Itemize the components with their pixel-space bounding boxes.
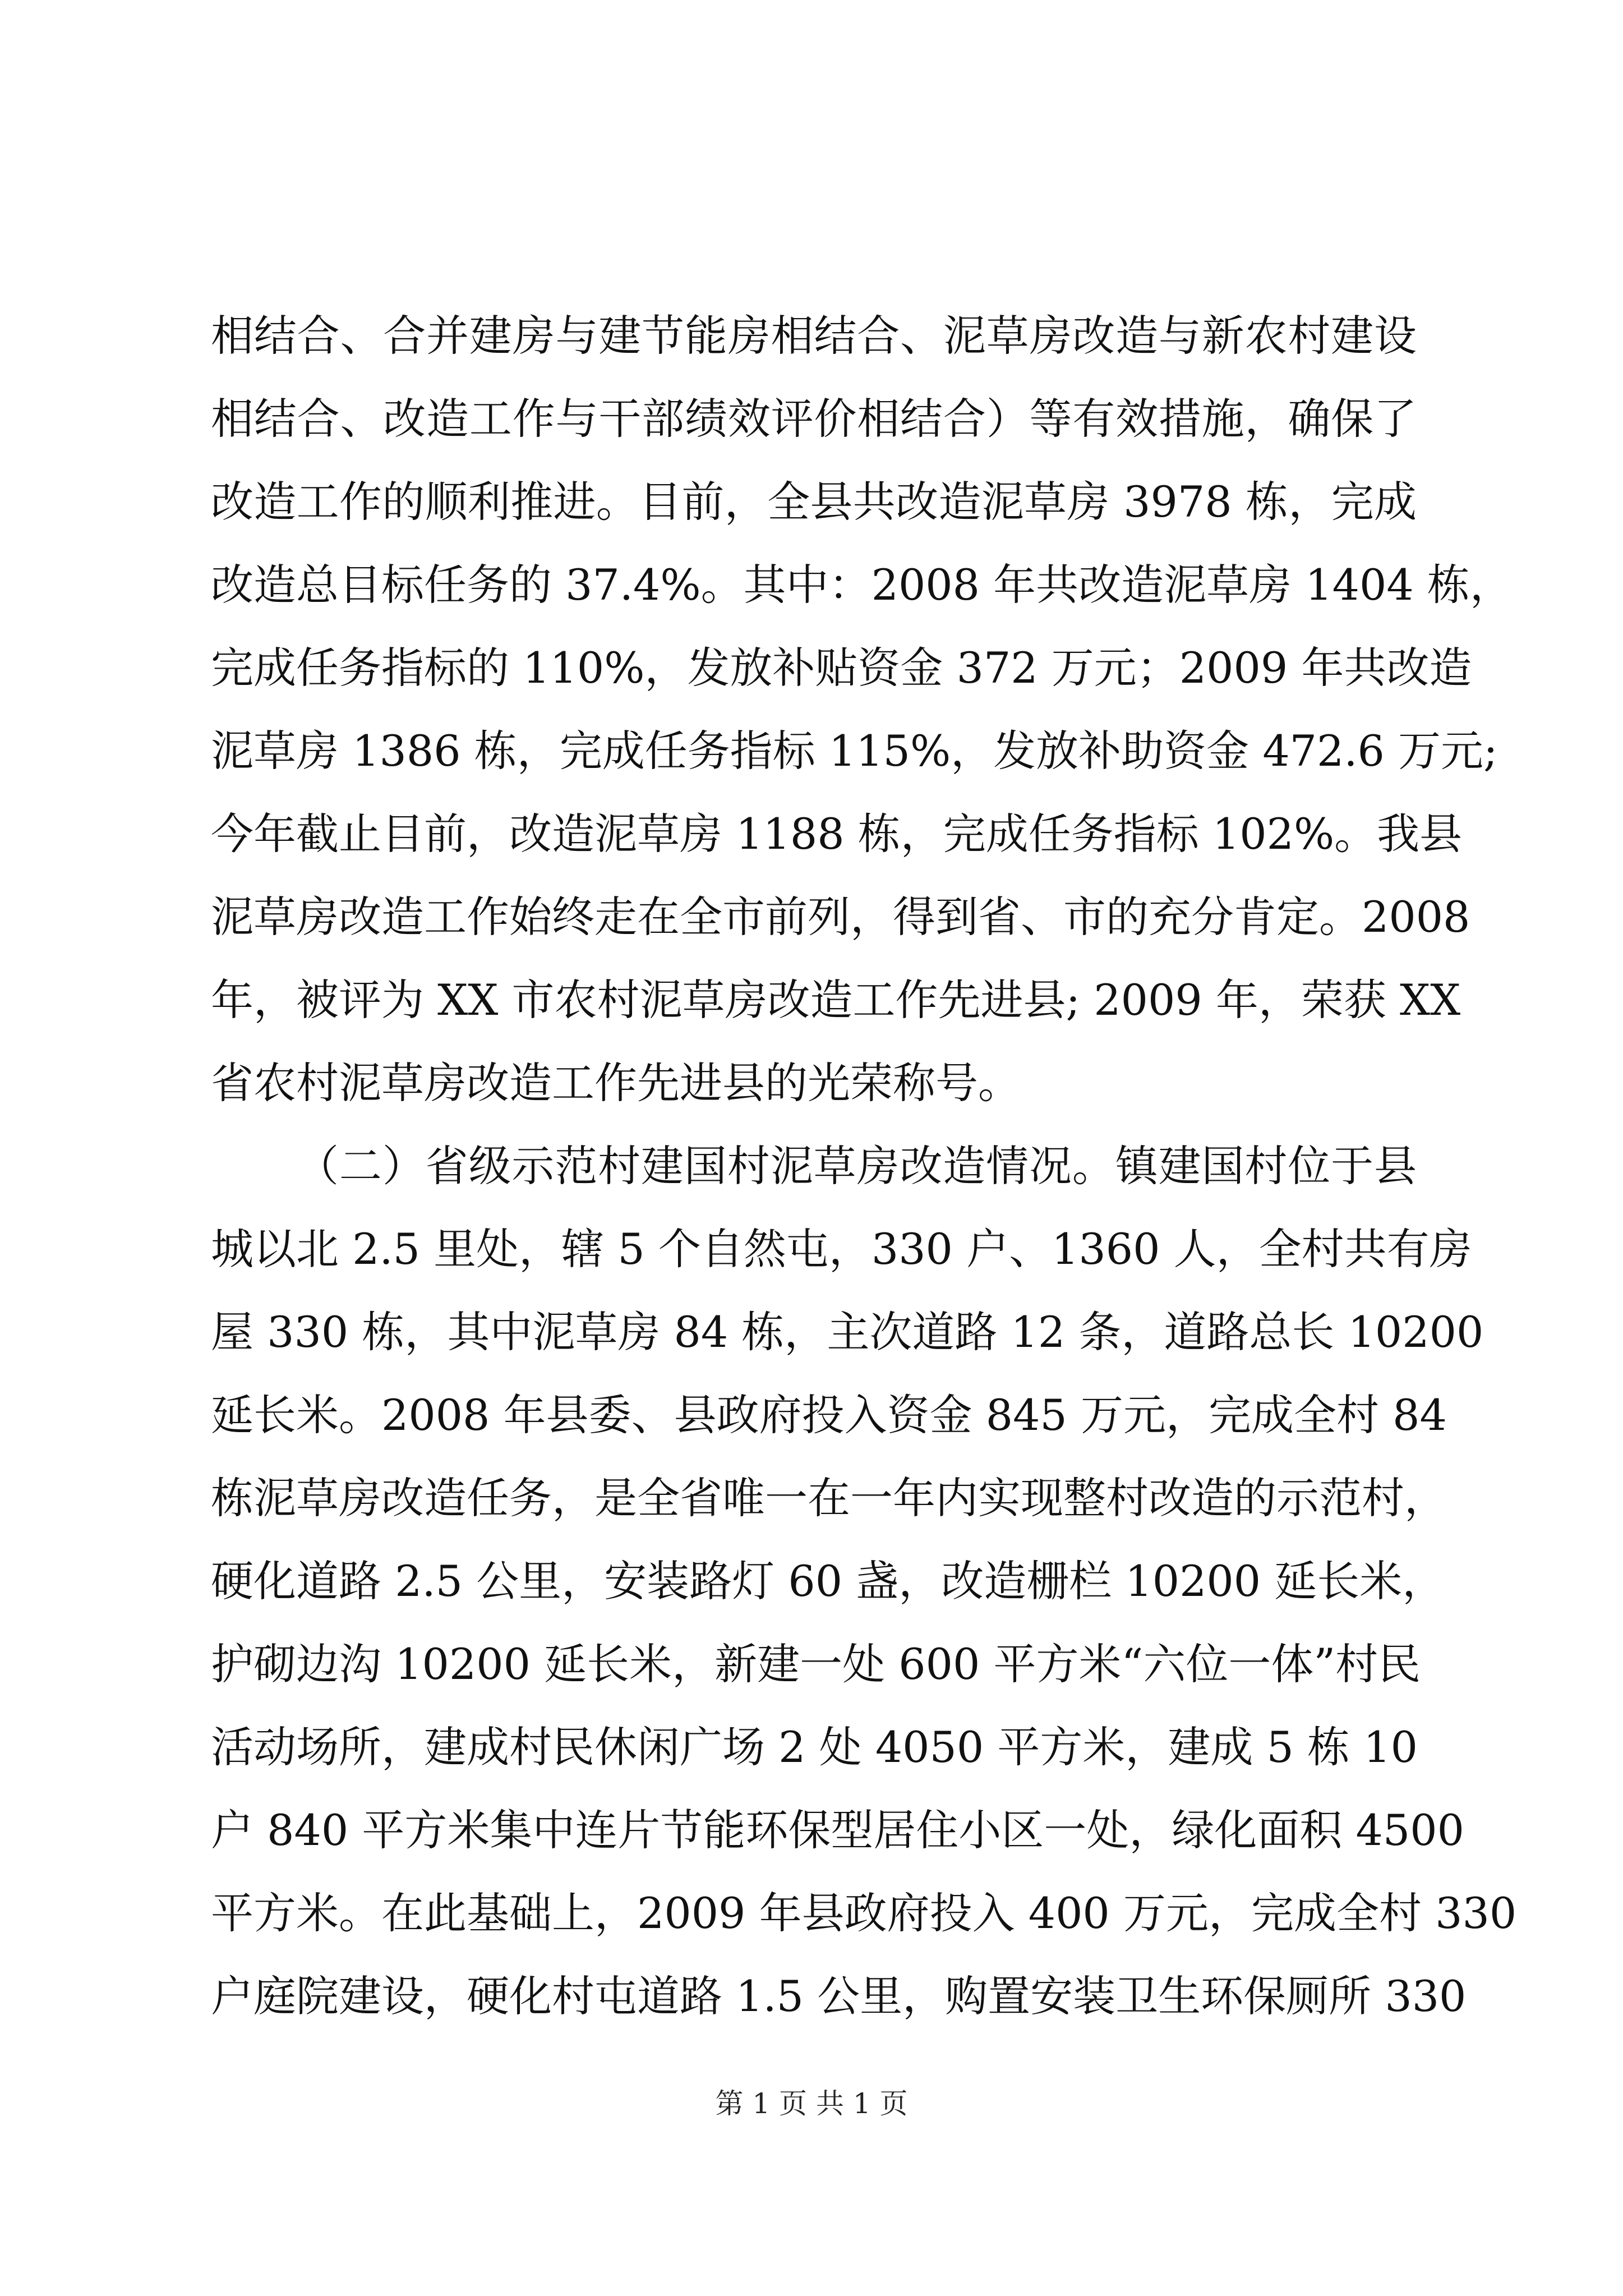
paragraph-line: 栋泥草房改造任务，是全省唯一在一年内实现整村改造的示范村， (211, 1473, 1447, 1523)
document-body (211, 295, 1517, 2038)
paragraph-line: 延长米。2008 年县委、县政府投入资金 845 万元，完成全村 84 (211, 1390, 1447, 1440)
section-heading-line: （二）省级示范村建国村泥草房改造情况。镇建国村位于县 (296, 1141, 1417, 1191)
paragraph-line: 户庭院建设，硬化村屯道路 1.5 公里，购置安装卫生环保厕所 330 (211, 1971, 1467, 2021)
paragraph-line: 改造工作的顺利推进。目前，全县共改造泥草房 3978 栋，完成 (211, 477, 1417, 527)
paragraph-line: 户 840 平方米集中连片节能环保型居住小区一处，绿化面积 4500 (211, 1805, 1464, 1855)
paragraph-line: 平方米。在此基础上，2009 年县政府投入 400 万元，完成全村 330 (211, 1888, 1517, 1938)
paragraph-line: 改造总目标任务的 37.4%。其中：2008 年共改造泥草房 1404 栋， (211, 560, 1513, 610)
page-number-label: 第 1 页 共 1 页 (715, 2087, 908, 2120)
paragraph-line: 年，被评为 XX 市农村泥草房改造工作先进县; 2009 年，荣获 XX (211, 975, 1461, 1025)
paragraph-line: 屋 330 栋，其中泥草房 84 栋，主次道路 12 条，道路总长 10200 (211, 1307, 1484, 1357)
page-footer (0, 2084, 1623, 2123)
paragraph-line: 护砌边沟 10200 延长米，新建一处 600 平方米“六位一体”村民 (211, 1639, 1421, 1689)
paragraph-line: 今年截止目前，改造泥草房 1188 栋，完成任务指标 102%。我县 (211, 809, 1463, 859)
paragraph-line: 省农村泥草房改造工作先进县的光荣称号。 (211, 1058, 1021, 1108)
paragraph-line: 完成任务指标的 110%，发放补贴资金 372 万元；2009 年共改造 (211, 643, 1472, 693)
paragraph-line: 泥草房 1386 栋，完成任务指标 115%，发放补助资金 472.6 万元; (211, 726, 1498, 776)
paragraph-line: 城以北 2.5 里处，辖 5 个自然屯，330 户、1360 人，全村共有房 (211, 1224, 1472, 1274)
paragraph-line: 相结合、改造工作与干部绩效评价相结合）等有效措施，确保了 (211, 394, 1417, 444)
paragraph-line: 硬化道路 2.5 公里，安装路灯 60 盏，改造栅栏 10200 延长米， (211, 1556, 1445, 1606)
paragraph-line: 活动场所，建成村民休闲广场 2 处 4050 平方米，建成 5 栋 10 (211, 1722, 1418, 1772)
paragraph-line: 相结合、合并建房与建节能房相结合、泥草房改造与新农村建设 (211, 311, 1417, 361)
paragraph-line: 泥草房改造工作始终走在全市前列，得到省、市的充分肯定。2008 (211, 892, 1470, 942)
